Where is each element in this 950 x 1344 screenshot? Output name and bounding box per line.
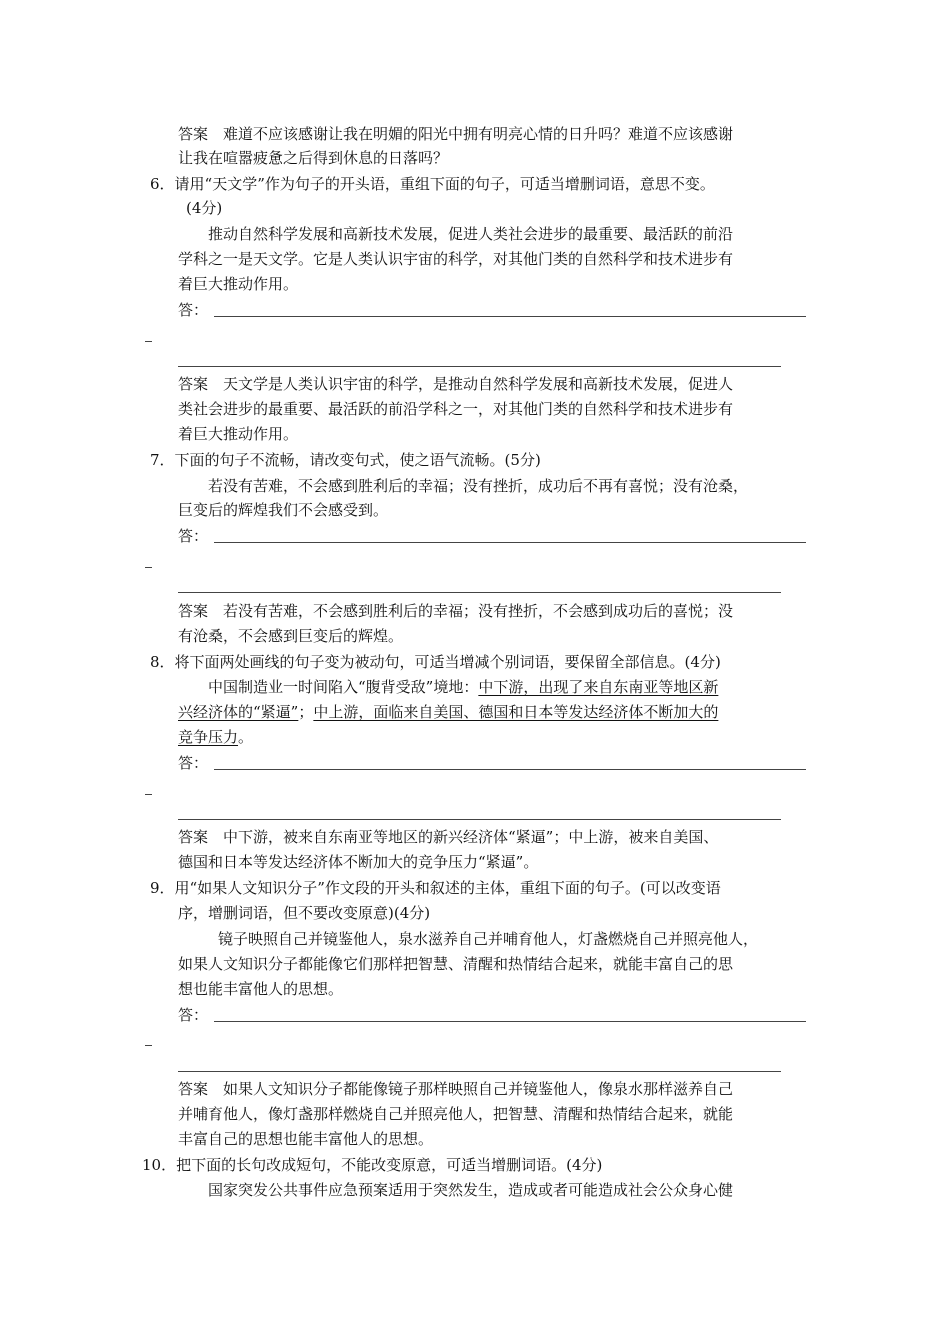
q8-answer-line-2: 德国和日本等发达经济体不断加大的竞争压力“紧逼”。 (178, 853, 539, 871)
q8-answer-blank-2[interactable] (178, 819, 781, 820)
q6-margin-dash (145, 341, 152, 342)
q8-text-plain-1: 中国制造业一时间陷入“腹背受敌”境地： (208, 678, 479, 696)
q8-prompt: 8．将下面两处画线的句子变为被动句，可适当增减个别词语，要保留全部信息。(4分) (150, 653, 721, 671)
q9-text-line-2: 如果人文知识分子都能像它们那样把智慧、清醒和热情结合起来，就能丰富自己的思 (178, 955, 734, 973)
q6-answer-line-2: 类社会进步的最重要、最活跃的前沿学科之一，对其他门类的自然科学和技术进步有 (178, 400, 734, 418)
q9-answer-line-1: 答案 如果人文知识分子都能像镜子那样映照自己并镜鉴他人，像泉水那样滋养自己 (178, 1080, 734, 1098)
q6-answer-line-3: 着巨大推动作用。 (178, 425, 299, 443)
q6-prompt-score: (4分) (186, 199, 223, 217)
q7-answer-line-1: 答案 若没有苦难，不会感到胜利后的幸福；没有挫折，不会感到成功后的喜悦；没 (178, 602, 734, 620)
q10-text-line-1: 国家突发公共事件应急预案适用于突然发生，造成或者可能造成社会公众身心健 (208, 1181, 734, 1199)
q9-answer-blank-1[interactable] (214, 1021, 806, 1022)
q9-answer-line-3: 丰富自己的思想也能丰富他人的思想。 (178, 1130, 434, 1148)
q8-text-line-1 (208, 677, 718, 697)
q8-text-line-3 (178, 727, 253, 747)
q8-underlined-sentence-2-cont: 竞争压力 (178, 728, 239, 746)
q8-answer-label: 答： (178, 754, 209, 772)
q9-text-line-1: 镜子映照自己并镜鉴他人，泉水滋养自己并哺育他人，灯盏燃烧自己并照亮他人， (218, 930, 759, 948)
q5-answer-line-2: 让我在喧嚣疲惫之后得到休息的日落吗？ (178, 149, 449, 167)
q8-underlined-sentence-1: 中下游，出现了来自东南亚等地区新 (478, 678, 719, 696)
q8-semicolon: ； (298, 703, 314, 721)
q6-answer-blank-2[interactable] (178, 366, 781, 367)
q9-answer-blank-2[interactable] (178, 1071, 781, 1072)
q9-margin-dash (145, 1045, 152, 1046)
q8-period: 。 (238, 728, 254, 746)
q7-answer-line-2: 有沧桑，不会感到巨变后的辉煌。 (178, 627, 404, 645)
q6-answer-label: 答： (178, 301, 209, 319)
q6-prompt: 6．请用“天文学”作为句子的开头语，重组下面的句子，可适当增删词语，意思不变。 (150, 175, 715, 193)
q9-answer-line-2: 并哺育他人，像灯盏那样燃烧自己并照亮他人，把智慧、清醒和热情结合起来，就能 (178, 1105, 734, 1123)
q6-text-line-1: 推动自然科学发展和高新技术发展，促进人类社会进步的最重要、最活跃的前沿 (208, 225, 734, 243)
q7-prompt: 7．下面的句子不流畅，请改变句式，使之语气流畅。(5分) (150, 451, 541, 469)
q10-prompt: 10．把下面的长句改成短句，不能改变原意，可适当增删词语。(4分) (142, 1156, 603, 1174)
q9-text-line-3: 想也能丰富他人的思想。 (178, 980, 344, 998)
q9-prompt-line-1: 9．用“如果人文知识分子”作文段的开头和叙述的主体，重组下面的句子。(可以改变语 (150, 879, 721, 897)
q6-text-line-2: 学科之一是天文学。它是人类认识宇宙的科学，对其他门类的自然科学和技术进步有 (178, 250, 734, 268)
q7-answer-blank-1[interactable] (214, 542, 806, 543)
q6-answer-line-1: 答案 天文学是人类认识宇宙的科学，是推动自然科学发展和高新技术发展，促进人 (178, 375, 734, 393)
q9-answer-label: 答： (178, 1006, 209, 1024)
q8-underlined-sentence-1-cont: 兴经济体的“紧逼” (178, 703, 299, 721)
q8-margin-dash (145, 794, 152, 795)
q8-underlined-sentence-2: 中上游，面临来自美国、德国和日本等发达经济体不断加大的 (313, 703, 719, 721)
q7-text-line-1: 若没有苦难，不会感到胜利后的幸福；没有挫折，成功后不再有喜悦；没有沧桑， (208, 477, 749, 495)
q8-answer-line-1: 答案 中下游，被来自东南亚等地区的新兴经济体“紧逼”；中上游，被来自美国、 (178, 828, 719, 846)
q6-text-line-3: 着巨大推动作用。 (178, 275, 299, 293)
q7-answer-label: 答： (178, 527, 209, 545)
q7-margin-dash (145, 567, 152, 568)
q7-answer-blank-2[interactable] (178, 592, 781, 593)
q8-text-line-2 (178, 702, 718, 722)
q5-answer-line-1: 答案 难道不应该感谢让我在明媚的阳光中拥有明亮心情的日升吗？难道不应该感谢 (178, 125, 734, 143)
q7-text-line-2: 巨变后的辉煌我们不会感受到。 (178, 501, 389, 519)
q8-answer-blank-1[interactable] (214, 769, 806, 770)
q6-answer-blank-1[interactable] (214, 316, 806, 317)
q9-prompt-line-2: 序，增删词语，但不要改变原意)(4分) (178, 904, 431, 922)
